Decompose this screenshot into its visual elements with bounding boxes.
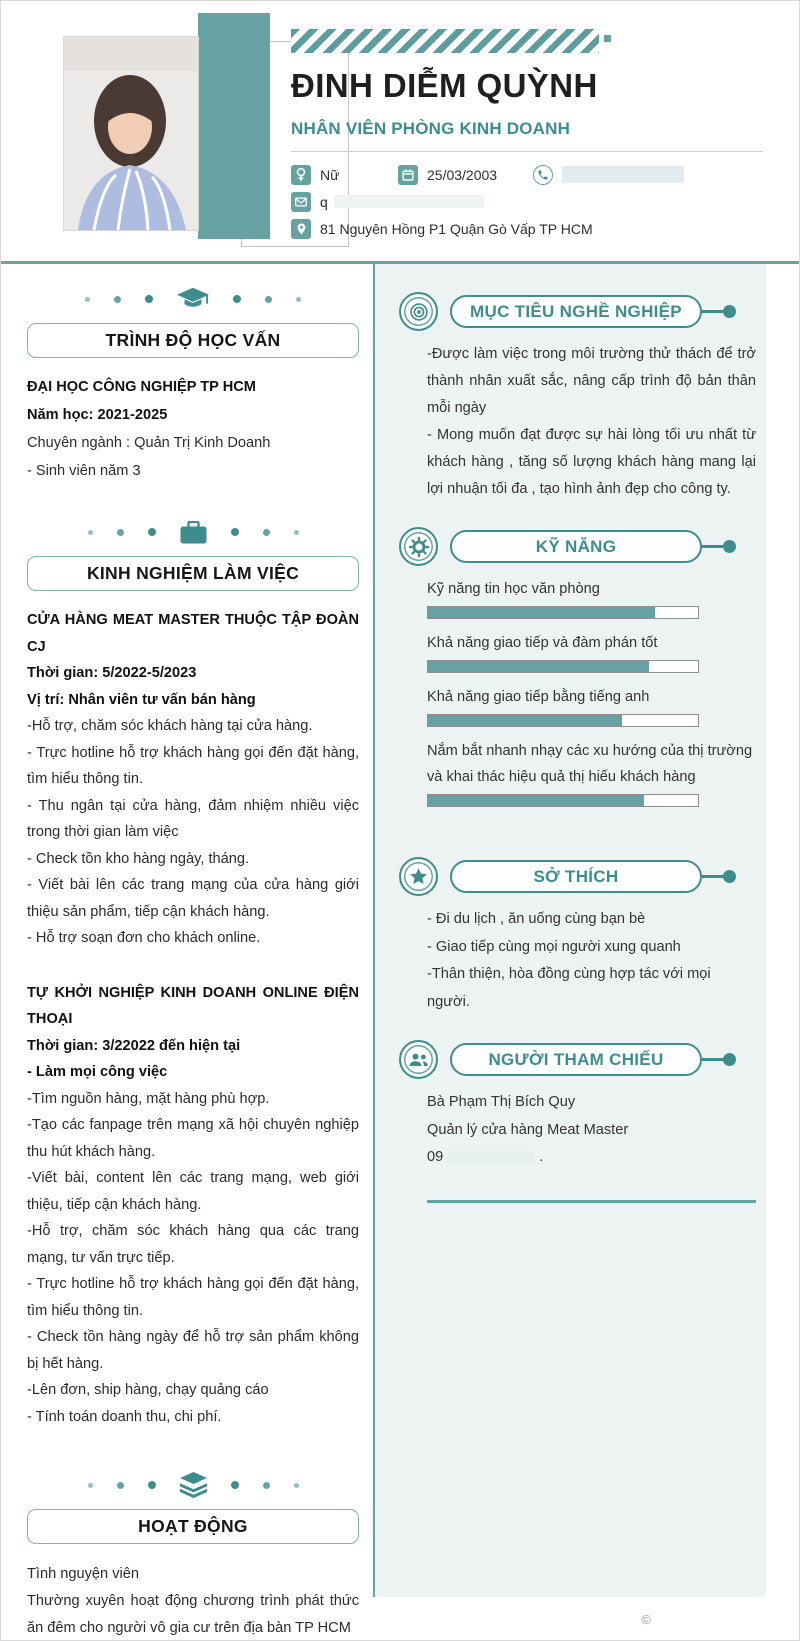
hobbies-section (399, 857, 756, 1016)
gender-icon (291, 165, 311, 185)
references-connector-dot (723, 1053, 736, 1066)
header-right (291, 29, 763, 245)
duty-line: - Check tồn kho hàng ngày, tháng. (27, 850, 250, 867)
experience-section (27, 519, 359, 1430)
skill-label: Khả năng giao tiếp bằng tiếng anh (427, 689, 650, 705)
job-role: Vị trí: Nhân viên tư vấn bán hàng (27, 691, 256, 708)
objective-connector-dot (723, 305, 736, 318)
objective-body (427, 341, 756, 503)
skills-connector-dot (723, 540, 736, 553)
experience-body (27, 607, 359, 1430)
duties-list (27, 1086, 359, 1431)
hobbies-body (427, 906, 756, 1016)
activities-body (27, 1561, 359, 1641)
email-icon (291, 192, 311, 212)
hobbies-connector-line (702, 875, 723, 877)
skill-bar-fill (428, 795, 644, 806)
duty-line: - Viết bài lên các trang mạng của cửa hàng giới thiệu sản phẩm, tiếp cận khách hàng. (27, 877, 359, 920)
objective-section (399, 292, 756, 503)
skills-connector-line (702, 545, 723, 547)
right-column (373, 264, 766, 1597)
duty-line: - Trực hotline hỗ trợ khách hàng gọi đến đặt hàng, tìm hiểu thông tin. (27, 744, 359, 787)
objective-heading: MỤC TIÊU NGHỀ NGHIỆP (450, 295, 702, 328)
skill-bar-track (427, 794, 699, 807)
contact-info (291, 164, 763, 239)
reference-phone-redacted (447, 1151, 535, 1164)
experience-ornament (27, 519, 359, 545)
objective-header (399, 292, 756, 331)
objective-connector-line (702, 310, 723, 312)
activities-section (27, 1472, 359, 1641)
school-major: Chuyên ngành : Quản Trị Kinh Doanh (27, 435, 271, 451)
hobby-line: -Thân thiện, hòa đồng cùng hợp tác với mọi người. (427, 966, 711, 1010)
duty-line: -Viết bài, content lên các trang mạng, web giới thiệu, tiếp cận khách hàng. (27, 1170, 359, 1213)
duty-line: - Thu ngân tại cửa hàng, đảm nhiệm nhiều việc trong thời gian làm việc (27, 797, 359, 840)
duty-line: -Tìm nguồn hàng, mặt hàng phù hợp. (27, 1090, 270, 1107)
duty-line: -Hỗ trợ, chăm sóc khách hàng tại cửa hàng. (27, 718, 313, 734)
briefcase-icon (180, 521, 207, 544)
school-name: ĐẠI HỌC CÔNG NGHIỆP TP HCM (27, 379, 256, 395)
address-value: 81 Nguyên Hồng P1 Quận Gò Vấp TP HCM (320, 220, 593, 237)
gear-icon (399, 527, 438, 566)
email-value-redacted (334, 195, 484, 208)
skill-item (427, 684, 756, 727)
job-time: Thời gian: 5/2022-5/2023 (27, 665, 197, 681)
skills-body (427, 576, 756, 807)
photo-accent-block (198, 13, 270, 239)
contact-row-2 (291, 191, 763, 212)
reference-phone-suffix: . (539, 1149, 544, 1165)
duty-line: -Tạo các fanpage trên mạng xã hội chuyên nghiệp thu hút khách hàng. (27, 1117, 359, 1160)
phone-icon (533, 165, 553, 185)
users-icon (399, 1040, 438, 1079)
email-value: q (320, 193, 328, 210)
objective-paragraph: - Mong muốn đạt được sự hài lòng tối ưu nhất từ khách hàng , tăng số lượng khách hàng mang lại lợi nhuận tối đa , tạo hình ảnh đẹp cho công ty. (427, 427, 756, 497)
school-years: Năm học: 2021-2025 (27, 407, 168, 423)
left-column (1, 264, 373, 1641)
education-body (27, 373, 359, 485)
skill-item (427, 738, 756, 807)
reference-line: Quản lý cửa hàng Meat Master (427, 1121, 629, 1138)
contact-row-3 (291, 218, 763, 239)
school-note: - Sinh viên năm 3 (27, 463, 141, 479)
experience-heading: KINH NGHIỆM LÀM VIỆC (27, 556, 359, 591)
layers-icon (180, 1472, 207, 1498)
reference-phone-prefix: 09 (427, 1149, 444, 1165)
watermark: © (641, 1612, 651, 1627)
job-title: NHÂN VIÊN PHÒNG KINH DOANH (291, 119, 571, 138)
reference-phone-row (427, 1144, 756, 1172)
duties-list (27, 713, 359, 952)
star-icon (399, 857, 438, 896)
education-section (27, 286, 359, 485)
skill-bar-fill (428, 607, 655, 618)
skill-item (427, 630, 756, 673)
dob-value: 25/03/2003 (427, 166, 498, 183)
hobby-line: - Giao tiếp cùng mọi người xung quanh (427, 938, 681, 955)
target-icon (399, 292, 438, 331)
references-divider (427, 1200, 756, 1204)
skill-label: Nắm bắt nhanh nhạy các xu hướng của thị trường và khai thác hiệu quả thị hiếu khách hàng (427, 743, 753, 785)
experience-entry-1 (27, 607, 359, 952)
skill-label: Khả năng giao tiếp và đàm phán tốt (427, 635, 658, 651)
header-separator (291, 151, 763, 152)
contact-row-1 (291, 164, 763, 185)
references-section (399, 1040, 756, 1203)
skills-header (399, 527, 756, 566)
profile-photo (64, 37, 198, 230)
education-heading: TRÌNH ĐỘ HỌC VẤN (27, 323, 359, 358)
hobbies-header (399, 857, 756, 896)
phone-value-redacted (562, 166, 684, 183)
hobbies-heading: SỞ THÍCH (450, 860, 702, 893)
references-connector-line (702, 1058, 723, 1060)
calendar-icon (398, 165, 418, 185)
duty-line: -Hỗ trợ, chăm sóc khách hàng qua các trang mạng, tư vấn trực tiếp. (27, 1223, 359, 1266)
skill-bar-fill (428, 715, 622, 726)
hobby-line: - Đi du lịch , ăn uống cùng bạn bè (427, 911, 646, 927)
duty-line: - Check tồn hàng ngày để hỗ trợ sản phẩm không bị hết hàng. (27, 1329, 359, 1372)
skill-bar-track (427, 606, 699, 619)
candidate-name: ĐINH DIỄM QUỲNH (291, 67, 598, 104)
activities-ornament (27, 1472, 359, 1498)
objective-paragraph: -Được làm việc trong môi trường thử thách để trở thành nhân xuất sắc, nâng cấp trình độ bản thân mỗi ngày (427, 346, 756, 416)
gender-value: Nữ (320, 166, 340, 183)
job-time: Thời gian: 3/22022 đến hiện tại (27, 1037, 241, 1054)
skill-bar-track (427, 660, 699, 673)
reference-line: Bà Phạm Thị Bích Quy (427, 1094, 576, 1110)
references-header (399, 1040, 756, 1079)
stripes-decoration (291, 29, 599, 53)
duty-line: - Hỗ trợ soạn đơn cho khách online. (27, 930, 261, 946)
skill-bar-track (427, 714, 699, 727)
duty-line: - Trực hotline hỗ trợ khách hàng gọi đến đặt hàng, tìm hiểu thông tin. (27, 1276, 359, 1319)
location-icon (291, 219, 311, 239)
company-name: CỬA HÀNG MEAT MASTER THUỘC TẬP ĐOÀN CJ (27, 612, 359, 655)
skill-bar-fill (428, 661, 649, 672)
references-heading: NGƯỜI THAM CHIẾU (450, 1043, 702, 1076)
duty-line: - Tính toán doanh thu, chi phí. (27, 1408, 222, 1425)
company-name: TỰ KHỞI NGHIỆP KINH DOANH ONLINE ĐIỆN THOẠI (27, 984, 359, 1027)
profile-photo-illustration (64, 37, 198, 230)
hobbies-connector-dot (723, 870, 736, 883)
main-content (1, 264, 799, 1641)
activity-line: Tình nguyện viên (27, 1566, 139, 1582)
experience-entry-2 (27, 980, 359, 1431)
references-lines (427, 1089, 756, 1144)
job-role: - Làm mọi công việc (27, 1064, 168, 1080)
header (1, 1, 799, 261)
graduation-cap-icon (177, 287, 209, 311)
references-body (427, 1089, 756, 1172)
skills-section (399, 527, 756, 807)
skill-item (427, 576, 756, 619)
activities-heading: HOẠT ĐỘNG (27, 1509, 359, 1544)
skills-heading: KỸ NĂNG (450, 530, 702, 563)
skill-label: Kỹ năng tin học văn phòng (427, 581, 600, 597)
education-ornament (27, 286, 359, 312)
duty-line: -Lên đơn, ship hàng, chạy quảng cáo (27, 1382, 269, 1398)
activity-line: Thường xuyên hoạt động chương trình phát thức ăn đêm cho người vô gia cư trên địa bàn TP HCM (27, 1593, 359, 1636)
